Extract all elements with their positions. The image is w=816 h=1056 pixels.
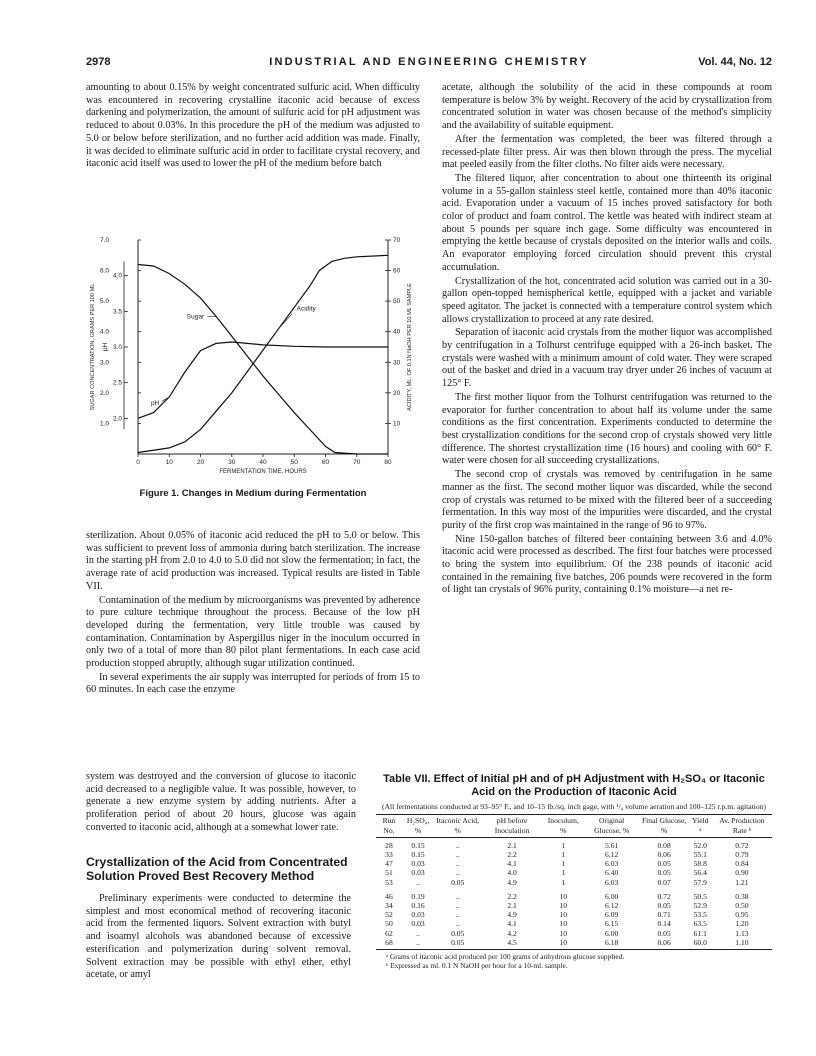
left-column-narrow	[86, 771, 356, 835]
column-header: Yield ᵃ	[692, 816, 709, 835]
table-vii	[376, 773, 772, 970]
table-cell: 47	[385, 859, 393, 869]
acidity-curve-label: Acidity	[296, 305, 316, 313]
data-table	[376, 814, 772, 970]
table-row	[376, 929, 772, 938]
table-cell: 55.1	[693, 850, 707, 860]
table-title: Table VII. Effect of Initial pH and of pH Adjustment with H₂SO₄ or Itaconic Acid on the Production of Itaconic Acid	[383, 773, 765, 798]
x-tick-label: 50	[290, 459, 298, 466]
table-cell: 0.16	[411, 901, 425, 911]
table-cell: 28	[385, 840, 393, 850]
table-cell: 1	[561, 840, 566, 850]
table-row	[376, 868, 772, 877]
sugar-tick-label: 2.0	[100, 389, 110, 397]
left-column-middle	[86, 530, 420, 698]
table-row	[376, 938, 772, 950]
ph-tick-label: 2.0	[112, 415, 122, 423]
ph-curve-label: pH	[150, 399, 160, 407]
table-cell: 53.5	[693, 910, 707, 920]
table-cell: 6.00	[605, 928, 619, 938]
table-row	[376, 901, 772, 910]
table-cell: 0.05	[657, 928, 671, 938]
section-heading: Crystallization of the Acid from Concentrated Solution Proved Best Recovery Method	[86, 855, 348, 883]
table-group-1	[376, 837, 772, 887]
table-cell: 34	[385, 901, 393, 911]
column-header: Original Glucose, %	[594, 816, 630, 835]
table-header-row	[376, 815, 772, 837]
table-cell: 53	[385, 877, 393, 887]
paragraph	[86, 595, 420, 671]
ph-tick-label: 4.0	[112, 272, 122, 280]
table-cell: 52	[385, 910, 393, 920]
paragraph: The second crop of crystals was removed by centrifugation in he same manner as the first. The second mother liquor was discarded, while the second crop of crystals was returned to be mixed with the filtered beer of a succeeding fermentation. In this way most of the impurities were discarded, and the crystal purity of the first crop was maintained in the range of 96 to 97%.	[442, 469, 772, 531]
acidity-tick-label: 20	[393, 389, 401, 397]
table-cell: ..	[416, 928, 420, 938]
table-group-2	[376, 887, 772, 950]
table-cell: 5.61	[605, 840, 619, 850]
table-cell: 0.03	[411, 859, 425, 869]
x-tick-label: 10	[165, 459, 173, 466]
table-cell: 4.0	[507, 868, 517, 878]
table-footnote-row	[376, 950, 772, 962]
table-row	[376, 878, 772, 887]
table-cell: 62	[385, 928, 393, 938]
y-axis-label-ph: pH	[102, 342, 109, 352]
table-cell: 51	[385, 868, 393, 878]
x-tick-label: 0	[136, 459, 140, 466]
table-cell: 0.79	[735, 850, 749, 860]
running-header	[86, 56, 772, 72]
table-cell: 33	[385, 850, 393, 860]
table-cell: 0.08	[657, 840, 671, 850]
table-cell: 0.05	[451, 877, 465, 887]
table-cell: 2.2	[507, 850, 517, 860]
volume-issue: Vol. 44, No. 12	[698, 56, 772, 68]
table-cell: ..	[455, 840, 460, 850]
x-tick-label: 80	[384, 459, 392, 466]
acidity-tick-label: 40	[393, 328, 401, 336]
table-cell: 63.5	[693, 919, 707, 929]
acidity-tick-label: 50	[393, 298, 401, 306]
table-cell: 56.4	[693, 868, 707, 878]
table-cell: ..	[416, 937, 420, 947]
ph-tick-label: 3.5	[112, 308, 122, 316]
table-cell: 10	[559, 910, 568, 920]
x-tick-label: 20	[196, 459, 205, 466]
journal-title: INDUSTRIAL AND ENGINEERING CHEMISTRY	[269, 56, 589, 68]
y-axis-label-acidity: ACIDITY, ML. OF 0.1N NaOH PER 10 ML SAMPLE	[407, 283, 413, 411]
sugar-curve-label: Sugar	[186, 313, 205, 321]
table-cell: 4.9	[507, 877, 517, 887]
paragraph: Nine 150-gallon batches of filtered beer containing between 3.6 and 4.0% itaconic acid were processed as described. The first four batches were processed to bring the system into equilibrium. Of the 238 pounds of itaconic acid contained in the remaining five batches, 206 pounds were recovered in the form of light tan crystals of 96% purity, containing 0.1% moisture—a net re-	[442, 533, 772, 596]
x-tick-label: 40	[259, 459, 267, 466]
figure-1	[86, 228, 420, 518]
figure-caption: Figure 1. Changes in Medium during Fermentation	[139, 488, 367, 499]
paragraph: The first mother liquor from the Tolhurst centrifugation was returned to the evaporator for further concentration to about half its volume under the same conditions as the first concentration. Experiments conducted to determine the best crystallization conditions for the second crop of crystals showed very little difference. The shortest crystallization time (16 hours) and cooling with 60° F. water were chosen for all succeeding crystallizations.	[442, 391, 772, 467]
table-cell: 61.1	[693, 928, 707, 938]
table-cell: 0.05	[657, 868, 671, 878]
sugar-tick-label: 1.0	[100, 420, 110, 428]
ph-tick-label: 3.0	[112, 344, 122, 351]
table-cell: 0.71	[657, 910, 671, 920]
table-row	[376, 850, 772, 859]
sugar-tick-label: 4.0	[100, 328, 110, 336]
table-row	[376, 919, 772, 928]
table-cell: 6.15	[605, 919, 619, 929]
paragraph: amounting to about 0.15% by weight concentrated sulfuric acid. When difficulty was encountered in recovering crystalline itaconic acid because of excess darkening and polymerization, the amount of sulfuric acid for pH adjustment was reduced to about 0.03%. In this procedure the pH of the medium was adjusted to 5.0 or below before sterilization, and no further acid addition was made. Finally, it was decided to eliminate sulfuric acid in order to facilitate crystal recovery, and itaconic acid itself was used to lower the pH of the medium before batch	[86, 82, 420, 170]
table-cell: 0.05	[657, 901, 671, 911]
table-cell: 46	[385, 891, 393, 901]
table-cell: 6.00	[605, 891, 619, 901]
column-header: Itaconic Acid, %	[436, 816, 479, 835]
column-header: Av. Production Rate ᵇ	[719, 816, 765, 835]
column-header: pH before Inoculation	[494, 816, 530, 835]
table-cell: ..	[455, 850, 460, 860]
left-column-top	[86, 82, 420, 172]
table-cell: 6.03	[605, 859, 619, 869]
column-header: H₂SO₄, %	[406, 816, 430, 835]
table-cell: 10	[559, 937, 568, 947]
table-row	[376, 837, 772, 850]
paragraph: Preliminary experiments were conducted to determine the simplest and most economical method of recovering itaconic acid from the fermented liquors. Solvent extraction with butyl and isoamyl alcohols was abandoned because of excessive esterification and polymerization during solvent removal. Solvent extraction may be possible with ethyl ether, ethyl acetate, or amyl	[86, 893, 351, 981]
table-cell: 1.21	[735, 877, 749, 887]
acidity-tick-label: 30	[393, 359, 401, 367]
acidity-tick-label: 70	[393, 237, 401, 244]
table-cell: 10	[559, 919, 568, 929]
table-cell: 6.18	[605, 937, 619, 947]
table-cell: 4.1	[507, 859, 517, 869]
table-cell: 1	[561, 859, 566, 869]
table-cell: 1.10	[735, 937, 749, 947]
sugar-tick-label: 7.0	[100, 237, 110, 244]
table-cell: 0.03	[411, 919, 425, 929]
table-cell: 0.06	[657, 937, 671, 947]
table-cell: 0.15	[411, 840, 425, 850]
table-cell: 0.50	[735, 901, 749, 911]
table-cell: 58.8	[693, 859, 707, 869]
table-cell: 4.9	[507, 910, 517, 920]
table-cell: 0.15	[411, 850, 425, 860]
table-cell: ..	[455, 891, 460, 901]
acidity-tick-label: 10	[393, 420, 401, 428]
table-cell: ..	[455, 868, 460, 878]
table-cell: 6.12	[605, 850, 619, 860]
table-cell: 0.06	[657, 850, 671, 860]
series-line-sugar	[138, 265, 388, 455]
table-footnote-row	[376, 961, 772, 970]
y-axis-label-sugar: SUGAR CONCENTRATION, GRAMS PER 100 ML	[90, 283, 96, 411]
table-cell: 0.95	[735, 910, 749, 920]
column-header: Inoculum, %	[547, 816, 579, 835]
table-cell: 50.5	[693, 891, 707, 901]
table-cell: 2.1	[507, 901, 517, 911]
table-row	[376, 887, 772, 901]
sugar-tick-label: 6.0	[100, 267, 110, 275]
paragraph: After the fermentation was completed, the beer was filtered through a recessed-plate filter press. Air was then blown through the press. The mycelial mat peeled easily from the filter cloths. No filter aids were necessary.	[442, 133, 772, 171]
table-cell: 10	[559, 928, 568, 938]
table-row	[376, 859, 772, 868]
table-cell: 0.72	[657, 891, 671, 901]
table-cell: 0.38	[735, 891, 749, 901]
table-cell: 0.05	[451, 928, 465, 938]
x-axis-label: FERMENTATION TIME, HOURS	[219, 469, 307, 475]
sugar-tick-label: 5.0	[100, 298, 110, 306]
series-line-ph	[138, 342, 388, 418]
column-header: Run No.	[382, 816, 396, 835]
table-cell: 10	[559, 901, 568, 911]
table-cell: ..	[455, 919, 460, 929]
column-header: Final Glucose, %	[641, 816, 687, 835]
paragraph: sterilization. About 0.05% of itaconic acid reduced the pH to 5.0 or below. This was sufficient to prevent loss of ammonia during batch sterilization. The increase in the starting pH from 2.0 to 4.0 to 5.0 did not slow the fermentation; in fact, the average rate of acid production was increased. Typical results are listed in Table VII.	[86, 530, 420, 592]
table-cell: 4.2	[507, 928, 517, 938]
table-cell: ..	[416, 877, 420, 887]
table-cell: 68	[385, 937, 393, 947]
table-cell: 0.03	[411, 868, 425, 878]
table-cell: 2.1	[507, 840, 517, 850]
table-cell: 1.13	[735, 928, 749, 938]
paragraph: Separation of itaconic acid crystals from the mother liquor was accomplished by centrifugation in a Tolhurst centrifuge equipped with a 26-inch basket. The crystals were washed with a minimum amount of cold water. They were scraped out of the basket and dried in a vacuum tray dryer under 26 inches of vacuum at 125° F.	[442, 327, 772, 390]
table-cell: 4.5	[507, 937, 517, 947]
x-tick-label: 70	[353, 459, 361, 466]
footnote-a: ᵃ Grams of itaconic acid produced per 100 grams of anhydrous glucose supplied.	[386, 952, 625, 962]
paragraph: acetate, although the solubility of the acid in these compounds at room temperature is below 3% by weight. Recovery of the acid by crystallization from concentrated solution in water was chosen because of the method's simplicity and the availability of suitable equipment.	[442, 82, 772, 132]
table-cell: 0.90	[735, 868, 749, 878]
table-cell: 52.9	[693, 901, 707, 911]
paragraph-text: Contamination of the medium by microorganisms was prevented by adherence to pure culture technique throughout the process. Because of the low pH developed during the fermentation, very little trouble was caused by contamination. Contamination by Aspergillus niger in the inoculum occurred in only two of a total of more than 80 pilot plant fermentations. In each case acid production stopped abruptly, although sugar utilization continued.	[86, 594, 420, 670]
paragraph: The filtered liquor, after concentration to about one thirteenth its original volume in a 55-gallon stainless steel kettle, contained more than 40% itaconic acid. Evaporation under a vacuum of 15 inches proved satisfactory for both color of product and foam control. The kettle was heated with indirect steam at about 5 pounds per square inch gage. Some difficulty was encountered in emptying the kettle because of crystals deposited on the interior walls and coils. An evaporator employing forced circulation should prevent this crystal accumulation.	[442, 172, 772, 273]
table-cell: 0.05	[451, 937, 465, 947]
table-cell: 1.20	[735, 919, 749, 929]
footnote-b: ᵇ Expressed as ml. 0.1 N NaOH per hour for a 10-ml. sample.	[386, 961, 568, 971]
table-note: (All fermentations conducted at 93–95° F., and 10–15 lb./sq. inch gage, with ¹/₄ volume aeration and 100–125 r.p.m. agitation)	[381, 802, 766, 811]
table-cell: 60.0	[693, 937, 707, 947]
table-cell: 0.03	[411, 910, 425, 920]
table-cell: 57.9	[693, 877, 707, 887]
table-cell: 50	[385, 919, 393, 929]
table-cell: 0.07	[657, 877, 671, 887]
table-cell: 52.0	[693, 840, 707, 850]
left-column-bottom	[86, 893, 351, 983]
x-tick-label: 60	[321, 459, 330, 466]
acidity-curve-label-leader	[279, 314, 293, 329]
table-cell: 6.09	[605, 910, 619, 920]
table-cell: 0.84	[735, 859, 749, 869]
series-line-acidity	[138, 255, 388, 452]
table-cell: 6.12	[605, 901, 619, 911]
table-cell: ..	[455, 910, 460, 920]
table-cell: ..	[455, 901, 460, 911]
table-cell: 0.14	[657, 919, 671, 929]
page-number: 2978	[86, 56, 111, 68]
table-cell: ..	[455, 859, 460, 869]
table-cell: 10	[559, 891, 568, 901]
right-column	[442, 82, 772, 598]
paragraph: system was destroyed and the conversion of glucose to itaconic acid decreased to a negligible value. It was possible, however, to generate a new enzyme system by adding nutrients. After a proliferation period of about 20 hours, glucose was again converted to itaconic acid, although at a somewhat lower rate.	[86, 771, 356, 833]
sugar-tick-label: 3.0	[100, 359, 110, 367]
table-cell: 1	[561, 850, 566, 860]
table-cell: 6.03	[605, 877, 619, 887]
paragraph: Crystallization of the hot, concentrated acid solution was carried out in a 30-gallon open-topped hemispherical kettle, equipped with a jacket and variable speed agitator. The jacket is connected with a temperature control system which allows crystallization to proceed at any rate desired.	[442, 275, 772, 325]
paragraph: In several experiments the air supply was interrupted for periods of from 15 to 60 minutes. In each case the enzyme	[86, 671, 420, 696]
table-cell: 0.72	[735, 840, 749, 850]
table-cell: 0.05	[657, 859, 671, 869]
x-tick-label: 30	[228, 459, 236, 466]
table-cell: 0.19	[411, 891, 425, 901]
acidity-tick-label: 60	[393, 267, 401, 275]
fermentation-chart	[86, 228, 420, 486]
table-cell: 6.40	[605, 868, 619, 878]
table-cell: 4.1	[507, 919, 517, 929]
table-cell: 1	[561, 868, 566, 878]
table-row	[376, 910, 772, 919]
table-cell: 1	[561, 877, 566, 887]
ph-tick-label: 2.5	[112, 379, 122, 387]
table-cell: 2.2	[507, 891, 517, 901]
